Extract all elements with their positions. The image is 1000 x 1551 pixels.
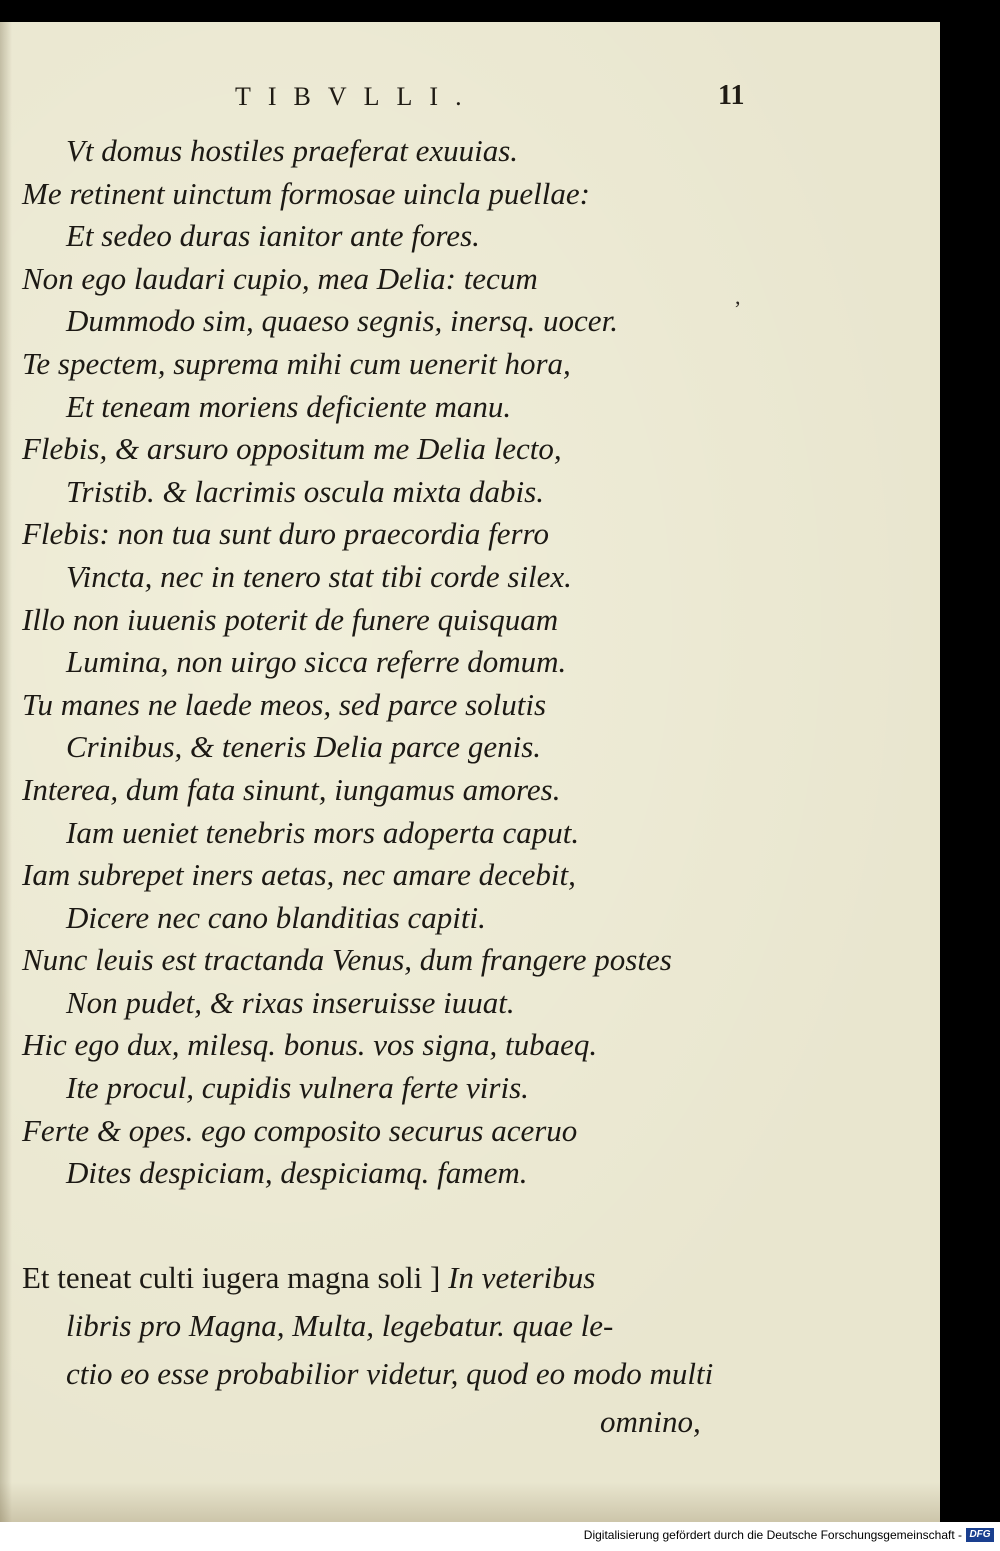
- verse-line: Dummodo sim, quaeso segnis, inersq. uocer.: [66, 303, 618, 339]
- poem-text: [0, 130, 940, 1195]
- verse-line: Iam ueniet tenebris mors adoperta caput.: [66, 814, 580, 850]
- footer-credit: Digitalisierung gefördert durch die Deutsche Forschungsgemeinschaft -: [583, 1528, 962, 1542]
- commentary-line: [0, 1254, 940, 1302]
- verse-line: Interea, dum fata sinunt, iungamus amores.: [22, 771, 561, 807]
- verse-line: Ferte & opes. ego composito securus aceruo: [22, 1112, 578, 1148]
- commentary-note-start: In veteribus: [448, 1260, 596, 1295]
- running-title: TIBVLLI.: [235, 82, 479, 111]
- verse-line: Iam subrepet iners aetas, nec amare decebit,: [22, 857, 576, 893]
- verse-line: Crinibus, & teneris Delia parce genis.: [66, 729, 542, 765]
- page-header: [0, 82, 940, 122]
- verse-line: Nunc leuis est tractanda Venus, dum frangere postes: [22, 942, 672, 978]
- dfg-logo-icon: DFG: [966, 1528, 994, 1542]
- verse-line: Vt domus hostiles praeferat exuuias.: [66, 133, 519, 168]
- commentary-lemma: Et teneat culti iugera magna soli ]: [22, 1260, 441, 1295]
- verse-line: Dicere nec cano blanditias capiti.: [66, 899, 486, 935]
- verse-line: Vincta, nec in tenero stat tibi corde silex.: [66, 558, 572, 594]
- book-page: [0, 22, 940, 1522]
- verse-line: Flebis, & arsuro oppositum me Delia lecto,: [22, 431, 562, 467]
- verse-line: Non ego laudari cupio, mea Delia: tecum: [22, 260, 538, 296]
- verse-line: Hic ego dux, milesq. bonus. vos signa, tubaeq.: [22, 1027, 598, 1063]
- verse-line: Illo non iuuenis poterit de funere quisquam: [22, 601, 559, 637]
- commentary-note: [0, 1254, 940, 1446]
- page-number: 11: [718, 80, 745, 111]
- verse-line: Et teneam moriens deficiente manu.: [66, 388, 512, 424]
- catchword: omnino,: [600, 1404, 701, 1439]
- verse-line: Tristib. & lacrimis oscula mixta dabis.: [66, 473, 544, 509]
- commentary-line: libris pro Magna, Multa, legebatur. quae le-: [66, 1308, 614, 1343]
- verse-line: Te spectem, suprema mihi cum uenerit hora,: [22, 345, 571, 381]
- verse-line: Dites despiciam, despiciamq. famem.: [66, 1155, 528, 1191]
- page-bottom-shadow: [0, 1482, 940, 1522]
- verse-line: Flebis: non tua sunt duro praecordia ferro: [22, 516, 549, 552]
- verse-line: Non pudet, & rixas inseruisse iuuat.: [66, 984, 515, 1020]
- verse-line: Ite procul, cupidis vulnera ferte viris.: [66, 1070, 529, 1106]
- verse-line: Tu manes ne laede meos, sed parce solutis: [22, 686, 547, 722]
- commentary-line: ctio eo esse probabilior videtur, quod eo modo multi: [66, 1356, 714, 1391]
- verse-line: Me retinent uinctum formosae uincla puellae:: [22, 175, 590, 211]
- verse-line: Lumina, non uirgo sicca referre domum.: [66, 644, 567, 680]
- verse-line: Et sedeo duras ianitor ante fores.: [66, 218, 480, 254]
- digitization-footer: [0, 1522, 1000, 1551]
- stray-mark: ,: [735, 284, 741, 309]
